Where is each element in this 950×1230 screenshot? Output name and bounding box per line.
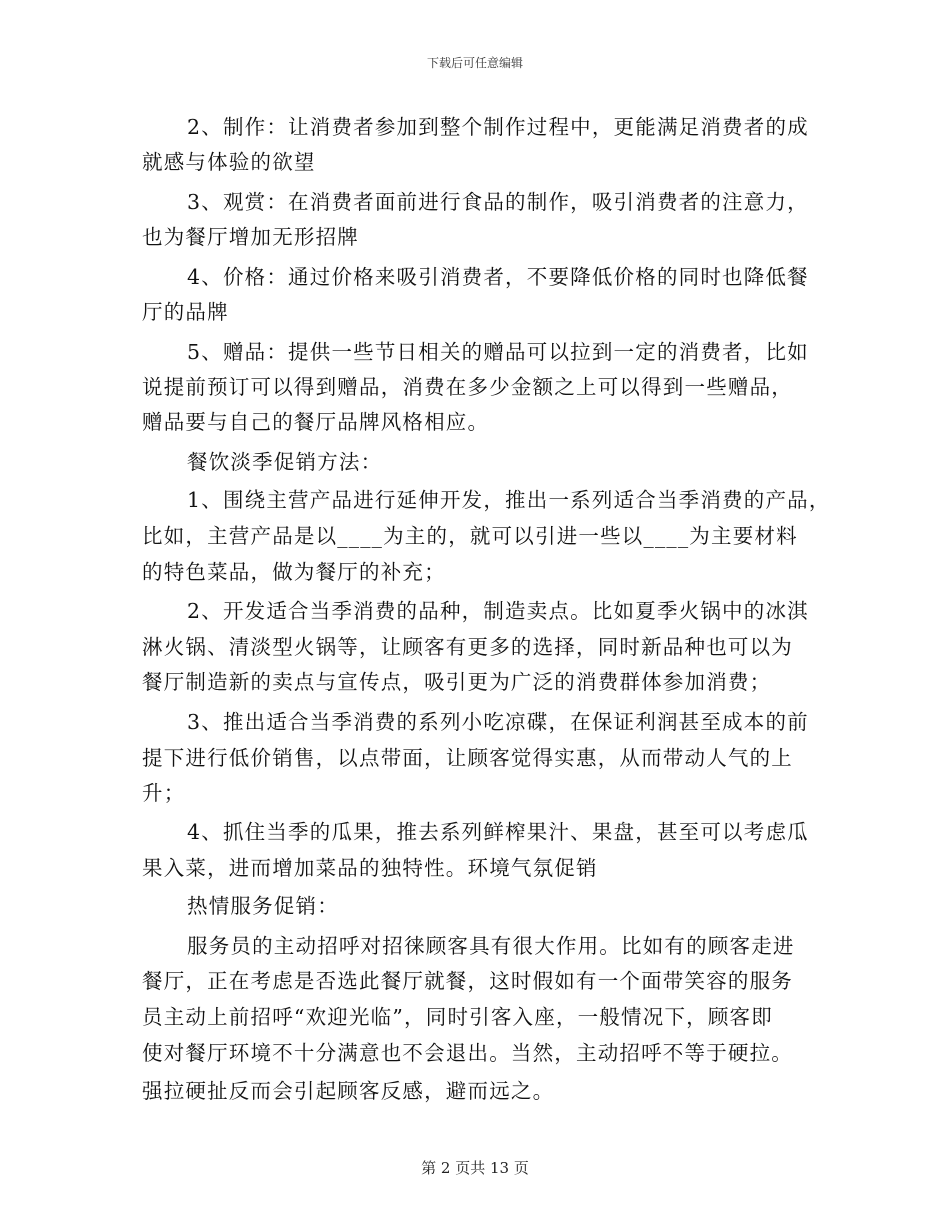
text-line: 餐厅，正在考虑是否选此餐厅就餐，这时假如有一个面带笑容的服务 [142, 969, 793, 993]
text-line: 员主动上前招呼“欢迎光临”，同时引客入座，一般情况下，顾客即 [142, 1005, 773, 1029]
text-line: 厅的品牌 [142, 300, 229, 324]
text-line: 强拉硬扯反而会引起顾客反感，避而远之。 [142, 1079, 555, 1103]
text-line: 提下进行低价销售，以点带面，让顾客觉得实惠，从而带动人气的上 [142, 746, 793, 770]
text-line: 服务员的主动招呼对招徕顾客具有很大作用。比如有的顾客走进 [187, 934, 795, 958]
text-line: 升； [142, 781, 186, 805]
text-line: 2、开发适合当季消费的品种，制造卖点。比如夏季火锅中的冰淇 [187, 599, 809, 623]
text-line: 5、赠品：提供一些节日相关的赠品可以拉到一定的消费者，比如 [187, 340, 809, 364]
text-line: 也为餐厅增加无形招牌 [142, 225, 359, 249]
text-line: 的特色菜品，做为餐厅的补充； [142, 560, 446, 584]
text-line: 4、抓住当季的瓜果，推去系列鲜榨果汁、果盘，甚至可以考虑瓜 [187, 820, 809, 844]
text-line: 比如，主营产品是以____为主的，就可以引进一些以____为主要材料 [142, 524, 798, 548]
text-line: 3、推出适合当季消费的系列小吃凉碟，在保证利润甚至成本的前 [187, 710, 809, 734]
text-line: 说提前预订可以得到赠品，消费在多少金额之上可以得到一些赠品， [142, 375, 793, 399]
text-line: 2、制作：让消费者参加到整个制作过程中，更能满足消费者的成 [187, 115, 809, 139]
text-line: 1、围绕主营产品进行延伸开发，推出一系列适合当季消费的产品， [187, 488, 831, 512]
page-footer: 第 2 页共 13 页 [421, 1159, 529, 1177]
text-line: 使对餐厅环境不十分满意也不会退出。当然，主动招呼不等于硬拉。 [142, 1041, 793, 1065]
text-line: 3、观赏：在消费者面前进行食品的制作，吸引消费者的注意力， [187, 190, 809, 214]
section-heading: 热情服务促销： [187, 894, 339, 918]
text-line: 就感与体验的欲望 [142, 150, 316, 174]
text-line: 餐厅制造新的卖点与宣传点，吸引更为广泛的消费群体参加消费； [142, 670, 772, 694]
text-line: 赠品要与自己的餐厅品牌风格相应。 [142, 410, 490, 434]
text-line: 淋火锅、清淡型火锅等，让顾客有更多的选择，同时新品种也可以为 [142, 635, 793, 659]
page-header: 下载后可任意编辑 [426, 56, 523, 70]
text-line: 4、价格：通过价格来吸引消费者，不要降低价格的同时也降低餐 [187, 265, 809, 289]
section-heading: 餐饮淡季促销方法： [187, 450, 383, 474]
text-line: 果入菜，进而增加菜品的独特性。环境气氛促销 [142, 856, 598, 880]
